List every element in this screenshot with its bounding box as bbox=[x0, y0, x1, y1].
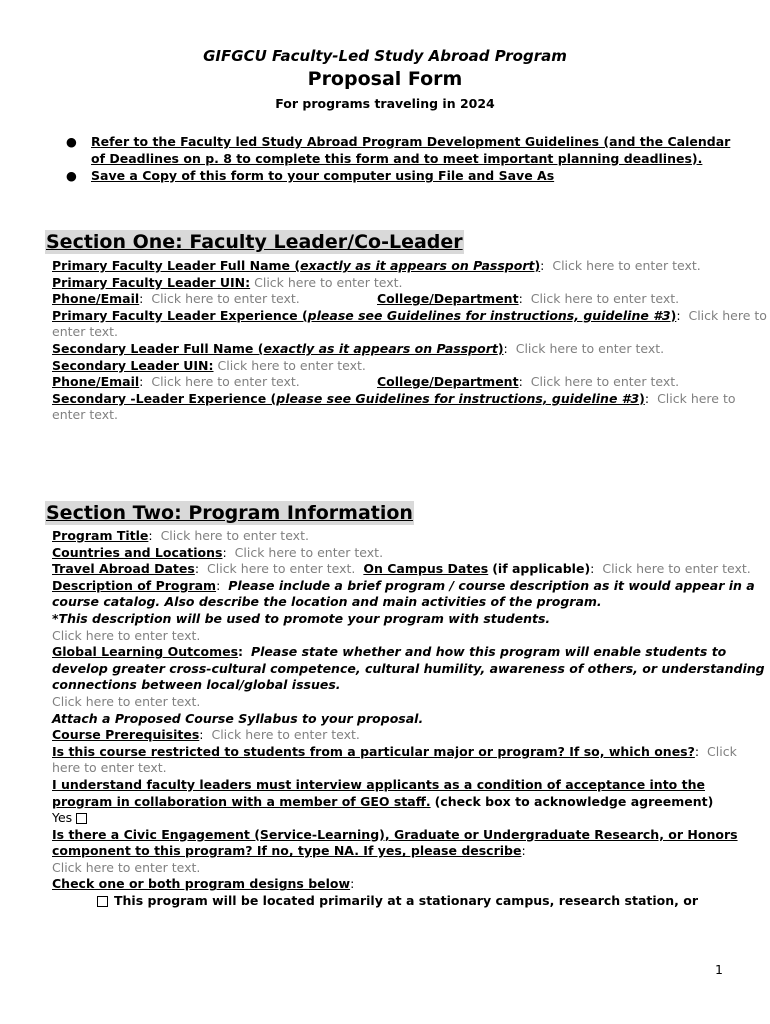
primary-experience-field[interactable]: Click here to enter text. bbox=[52, 307, 767, 340]
secondary-contact-row: Phone/Email: Click here to enter text. College/Department: Click here to enter text. bbox=[52, 374, 680, 390]
civic-question: Is there a Civic Engagement (Service-Learning), Graduate or Undergraduate Research, or Honors component to this program? If no, type NA. If yes, please describe bbox=[52, 826, 738, 859]
dates-row: Travel Abroad Dates: Click here to enter text. On Campus Dates (if applicable): Click here to enter text. bbox=[52, 561, 751, 577]
instruction-item: ● Refer to the Faculty led Study Abroad Program Development Guidelines (and the Calendar of Deadlines on p. 8 to complete this form and to meet important planning deadlines). bbox=[66, 134, 731, 166]
secondary-experience-row: Secondary -Leader Experience (please see Guidelines for instructions, guideline #3): Click here to enter text. bbox=[52, 390, 736, 423]
designs-label: Check one or both program designs below bbox=[52, 876, 351, 892]
bullet-icon: ● bbox=[66, 134, 77, 149]
interview-row bbox=[52, 777, 767, 810]
secondary-uin-field[interactable]: Click here to enter text. bbox=[217, 357, 366, 373]
primary-uin-row bbox=[52, 275, 767, 292]
form-title: Proposal Form bbox=[307, 68, 463, 90]
program-title-field[interactable]: Click here to enter text. bbox=[160, 528, 309, 543]
secondary-experience-field[interactable]: Click here to enter text. bbox=[52, 390, 736, 423]
restricted-field[interactable]: Click here to enter text. bbox=[52, 743, 737, 776]
travel-dates-field[interactable]: Click here to enter text. bbox=[207, 561, 356, 577]
bullet-icon: ● bbox=[66, 168, 77, 183]
countries-field[interactable]: Click here to enter text. bbox=[234, 544, 384, 560]
primary-college-field[interactable]: Click here to enter text. bbox=[530, 291, 680, 307]
on-campus-dates-label: On Campus Dates bbox=[363, 561, 489, 577]
phone-email-label: Phone/Email bbox=[52, 374, 140, 390]
secondary-uin-label: Secondary Leader UIN: bbox=[52, 357, 214, 373]
outcomes-instructions: Please state whether and how this program will enable students to develop greater cross-cultural competence, cultural humility, awareness of others, or understanding connections between local/global issues. bbox=[52, 644, 765, 693]
design-option-1-checkbox[interactable] bbox=[97, 896, 108, 907]
restricted-question: Is this course restricted to students from a particular major or program? If so, which ones? bbox=[52, 743, 695, 759]
secondary-experience-label: Secondary -Leader Experience (please see Guidelines for instructions, guideline #3) bbox=[52, 390, 645, 406]
program-title-header: GIFGCU Faculty-Led Study Abroad Program bbox=[203, 47, 567, 65]
primary-experience-label: Primary Faculty Leader Experience (please see Guidelines for instructions, guideline #3) bbox=[52, 307, 677, 323]
section-one-heading: Section One: Faculty Leader/Co-Leader bbox=[46, 231, 463, 253]
primary-name-field[interactable]: Click here to enter text. bbox=[552, 258, 701, 273]
prerequisites-field[interactable]: Click here to enter text. bbox=[211, 727, 360, 743]
page-number: 1 bbox=[715, 962, 723, 977]
college-department-label: College/Department bbox=[377, 291, 519, 307]
countries-row: Countries and Locations: Click here to enter text. bbox=[52, 544, 384, 560]
prerequisites-label: Course Prerequisites bbox=[52, 727, 200, 743]
primary-uin-label: Primary Faculty Leader UIN: bbox=[52, 274, 251, 290]
prerequisites-row: Course Prerequisites: Click here to enter text. bbox=[52, 727, 360, 743]
outcomes-field[interactable]: Click here to enter text. bbox=[52, 693, 201, 709]
section-two-body bbox=[52, 528, 767, 910]
secondary-name-row: Secondary Leader Full Name (exactly as it appears on Passport): Click here to enter text. bbox=[52, 340, 665, 356]
primary-name-row: Primary Faculty Leader Full Name (exactly as it appears on Passport): Click here to enter text. bbox=[52, 258, 701, 273]
secondary-name-field[interactable]: Click here to enter text. bbox=[515, 340, 665, 356]
program-title-row: Program Title: Click here to enter text. bbox=[52, 528, 309, 543]
description-field[interactable]: Click here to enter text. bbox=[52, 627, 201, 643]
description-label: Description of Program bbox=[52, 577, 217, 593]
secondary-phone-email-field[interactable]: Click here to enter text. bbox=[151, 374, 300, 390]
secondary-college-field[interactable]: Click here to enter text. bbox=[530, 374, 680, 390]
design-option-1-row bbox=[52, 893, 767, 910]
college-department-label: College/Department bbox=[377, 374, 519, 390]
program-title-label: Program Title bbox=[52, 528, 149, 543]
primary-phone-email-field[interactable]: Click here to enter text. bbox=[151, 291, 300, 307]
section-two-heading: Section Two: Program Information bbox=[46, 502, 413, 524]
primary-experience-row: Primary Faculty Leader Experience (please see Guidelines for instructions, guideline #3): Click here to enter text. bbox=[52, 307, 767, 340]
form-subtitle: For programs traveling in 2024 bbox=[275, 96, 495, 111]
secondary-uin-row bbox=[52, 358, 767, 375]
yes-checkbox[interactable] bbox=[76, 813, 87, 824]
travel-dates-label: Travel Abroad Dates bbox=[52, 561, 195, 577]
primary-name-label: Primary Faculty Leader Full Name (exactly as it appears on Passport) bbox=[52, 258, 541, 273]
attach-syllabus-note: Attach a Proposed Course Syllabus to your proposal. bbox=[52, 710, 424, 726]
primary-contact-row: Phone/Email: Click here to enter text. College/Department: Click here to enter text. bbox=[52, 291, 680, 307]
civic-field[interactable]: Click here to enter text. bbox=[52, 859, 201, 875]
interview-note: (check box to acknowledge agreement) bbox=[434, 793, 714, 809]
yes-checkbox-row bbox=[52, 810, 767, 827]
description-note: *This description will be used to promote your program with students. bbox=[52, 610, 551, 626]
countries-label: Countries and Locations bbox=[52, 544, 223, 560]
design-option-1-label: This program will be located primarily at a stationary campus, research station, or bbox=[114, 893, 698, 909]
instructions-list bbox=[66, 134, 746, 186]
civic-row: Is there a Civic Engagement (Service-Learning), Graduate or Undergraduate Research, or Honors component to this program? If no, type NA. If yes, please describe: bbox=[52, 826, 738, 859]
on-campus-dates-field[interactable]: Click here to enter text. bbox=[602, 561, 751, 577]
secondary-name-label: Secondary Leader Full Name (exactly as it appears on Passport) bbox=[52, 340, 504, 356]
designs-row: Check one or both program designs below: bbox=[52, 876, 355, 892]
if-applicable-note: (if applicable) bbox=[492, 561, 591, 577]
description-instructions: Please include a brief program / course description as it would appear in a course catalog. Also describe the location and main activities of the program. bbox=[52, 577, 755, 610]
instruction-item: ● Save a Copy of this form to your computer using File and Save As bbox=[66, 168, 555, 183]
interview-statement: I understand faculty leaders must interview applicants as a condition of acceptance into the program in collaboration with a member of GEO staff. bbox=[52, 776, 705, 809]
restricted-row: Is this course restricted to students from a particular major or program? If so, which ones?: Click here to enter text. bbox=[52, 743, 737, 776]
section-one-body bbox=[52, 258, 767, 424]
description-row: Description of Program: Please include a brief program / course description as it would appear in a course catalog. Also describe the location and main activities of the program. bbox=[52, 577, 755, 610]
outcomes-label: Global Learning Outcomes bbox=[52, 644, 239, 660]
outcomes-row: Global Learning Outcomes: Please state whether and how this program will enable students to develop greater cross-cultural competence, cultural humility, awareness of others, or understanding connections between local/global issues. bbox=[52, 644, 765, 693]
yes-label: Yes bbox=[52, 810, 73, 826]
phone-email-label: Phone/Email bbox=[52, 291, 140, 307]
primary-uin-field[interactable]: Click here to enter text. bbox=[254, 274, 403, 290]
